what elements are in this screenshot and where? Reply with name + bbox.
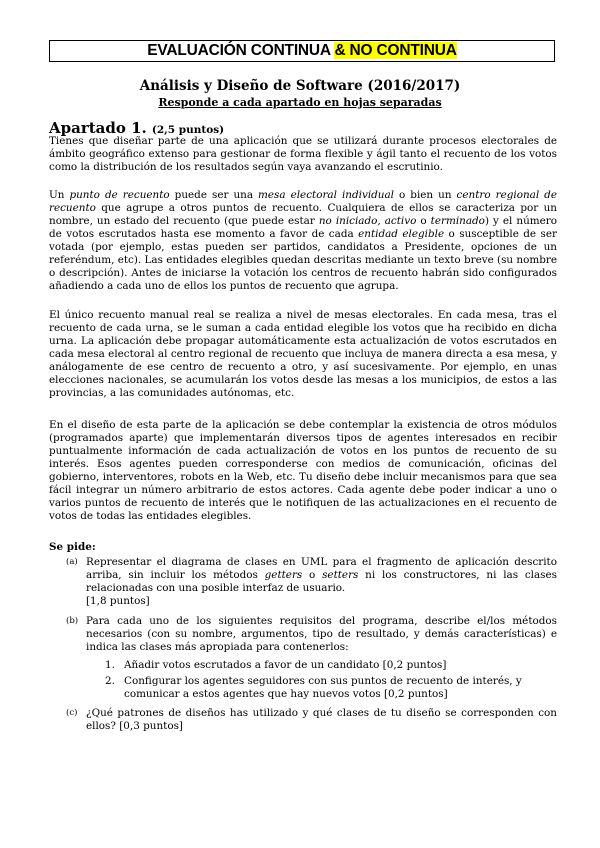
question-b-sub-1: 1. Añadir votos escrutados a favor de un candidato [0,2 puntos] <box>105 659 447 671</box>
question-b-sub-2: 2. Configurar los agentes seguidores con sus puntos de recuento de interés, y comunicar a estos agentes que hay nuevos votos [0,2 puntos] <box>105 675 522 700</box>
instructions-subtitle: Responde a cada apartado en hojas separadas <box>158 96 442 109</box>
question-a: (a) Representar el diagrama de clases en UML para el fragmento de aplicación descrito arriba, sin incluir los métodos getters o setters ni los constructores, ni las clases relacionadas con una posible interfaz de usuario. [1,8 puntos] <box>66 556 557 607</box>
question-b-marker: (b) <box>66 616 79 626</box>
question-c-text: ¿Qué patrones de diseños has utilizado y qué clases de tu diseño se corresponden con ellos? [0,3 puntos] <box>86 707 557 732</box>
section-points: (2,5 puntos) <box>151 124 225 136</box>
section-label: Apartado 1. <box>49 119 147 137</box>
question-a-points: [1,8 puntos] <box>86 595 150 607</box>
question-b <box>66 615 557 654</box>
header-text: EVALUACIÓN CONTINUA <box>147 42 335 59</box>
paragraph-1: Tienes que diseñar parte de una aplicación que se utilizará durante procesos electorales de ámbito geográfico extenso para gestionar de forma flexible y ágil tanto el recuento de los votos como la distribución de los resultados según vaya avanzando el escrutinio. <box>49 135 557 173</box>
paragraph-4: En el diseño de esta parte de la aplicación se debe contemplar la existencia de otros módulos (programados aparte) que implementarán diversos tipos de agentes interesados en recibir puntualmente información de cada actualización de votos en los puntos de recuento de su interés. Esos agentes pueden corresponderse con medios de comunicación, oficinas del gobierno, interventores, robots en la Web, etc. Tu diseño debe incluir mecanismos para que sea fácil integrar un número arbitrario de estos actores. Cada agente debe poder indicar a uno o varios puntos de recuento de interés que le notifiquen de las actualizaciones en el recuento de votos de todas las entidades elegibles. <box>49 419 557 522</box>
header-highlight: & NO CONTINUA <box>334 42 457 59</box>
question-c-marker: (c) <box>66 708 78 718</box>
paragraph-3: El único recuento manual real se realiza a nivel de mesas electorales. En cada mesa, tras el recuento de cada urna, se le suman a cada entidad elegible los votos que ha recibido en dicha urna. La aplicación debe propagar automáticamente esta actualización de votos escrutados en cada mesa electoral al centro regional de recuento que incluya de manera directa a esa mesa, y análogamente de ese centro de recuento a otro, y así sucesivamente. Por ejemplo, en unas elecciones nacionales, se acumularán los votos desde las mesas a los municipios, de estos a las provincias, a las comunidades autónomas, etc. <box>49 309 557 399</box>
paragraph-2: Un punto de recuento puede ser una mesa electoral individual o bien un centro regional de recuento que agrupe a otros puntos de recuento. Cualquiera de ellos se caracteriza por un nombre, un estado del recuento (que puede estar no iniciado, activo o terminado) y el número de votos escrutados hasta ese momento a favor de cada entidad elegible o susceptible de ser votada (por ejemplo, estas pueden ser partidos, candidatos a Presidente, opciones de un referéndum, etc). Las entidades elegibles quedan descritas mediante un texto breve (su nombre o descripción). Antes de iniciarse la votación los centros de recuento habrán sido configurados añadiendo a cada uno de ellos los puntos de recuento que agrupa. <box>49 189 557 292</box>
question-b-text: Para cada uno de los siguientes requisitos del programa, describe el/los métodos necesarios (con su nombre, argumentos, tipo de resultado, y demás características) e indica las clases más apropiada para contenerlos: <box>86 615 557 653</box>
exam-header-box <box>49 40 555 62</box>
question-a-marker: (a) <box>66 557 78 567</box>
se-pide-heading: Se pide: <box>49 541 96 553</box>
course-title: Análisis y Diseño de Software (2016/2017) <box>139 78 461 94</box>
question-c <box>66 707 557 733</box>
